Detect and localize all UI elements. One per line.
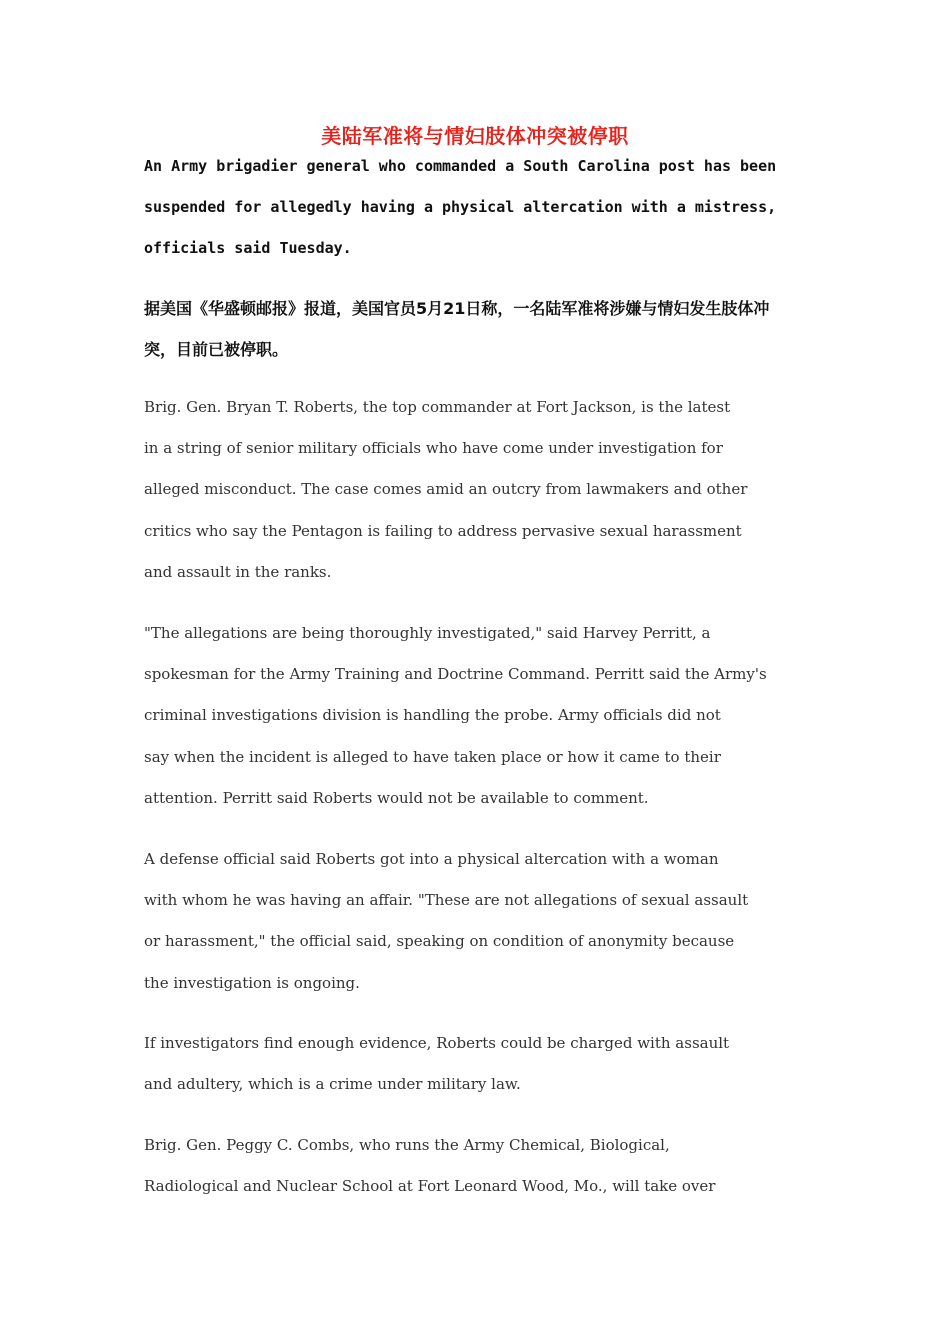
page-title: 美陆军准将与情妇肢体冲突被停职	[321, 124, 629, 148]
paragraph-1: Brig. Gen. Bryan T. Roberts, the top commander at Fort Jackson, is the latest in a string of senior military officials who have come under investigation for alleged misconduct. The case comes amid an outcry from lawmakers and other critics who say the Pentagon is failing to address pervasive sexual harassment and assault in the ranks.	[144, 398, 748, 581]
paragraph-3: A defense official said Roberts got into a physical altercation with a woman with whom he was having an affair. "These are not allegations of sexual assault or harassment," the official said, speaking on condition of anonymity because the investigation is ongoing.	[144, 850, 749, 992]
lead-english: An Army brigadier general who commanded a South Carolina post has been suspended for allegedly having a physical altercation with a mistress, officials said Tuesday.	[144, 157, 777, 257]
lead-chinese: 据美国《华盛顿邮报》报道，美国官员5月21日称，一名陆军准将涉嫌与情妇发生肢体冲 突，目前已被停职。	[144, 299, 770, 359]
paragraph-5: Brig. Gen. Peggy C. Combs, who runs the Army Chemical, Biological, Radiological and Nuclear School at Fort Leonard Wood, Mo., will take over	[144, 1136, 716, 1196]
paragraph-2: "The allegations are being thoroughly investigated," said Harvey Perritt, a spokesman for the Army Training and Doctrine Command. Perritt said the Army's criminal investigations division is handling the probe. Army officials did not say when the incident is alleged to have taken place or how it came to their attention. Perritt said Roberts would not be available to comment.	[144, 624, 767, 807]
paragraph-4: If investigators find enough evidence, Roberts could be charged with assault and adultery, which is a crime under military law.	[144, 1034, 730, 1094]
